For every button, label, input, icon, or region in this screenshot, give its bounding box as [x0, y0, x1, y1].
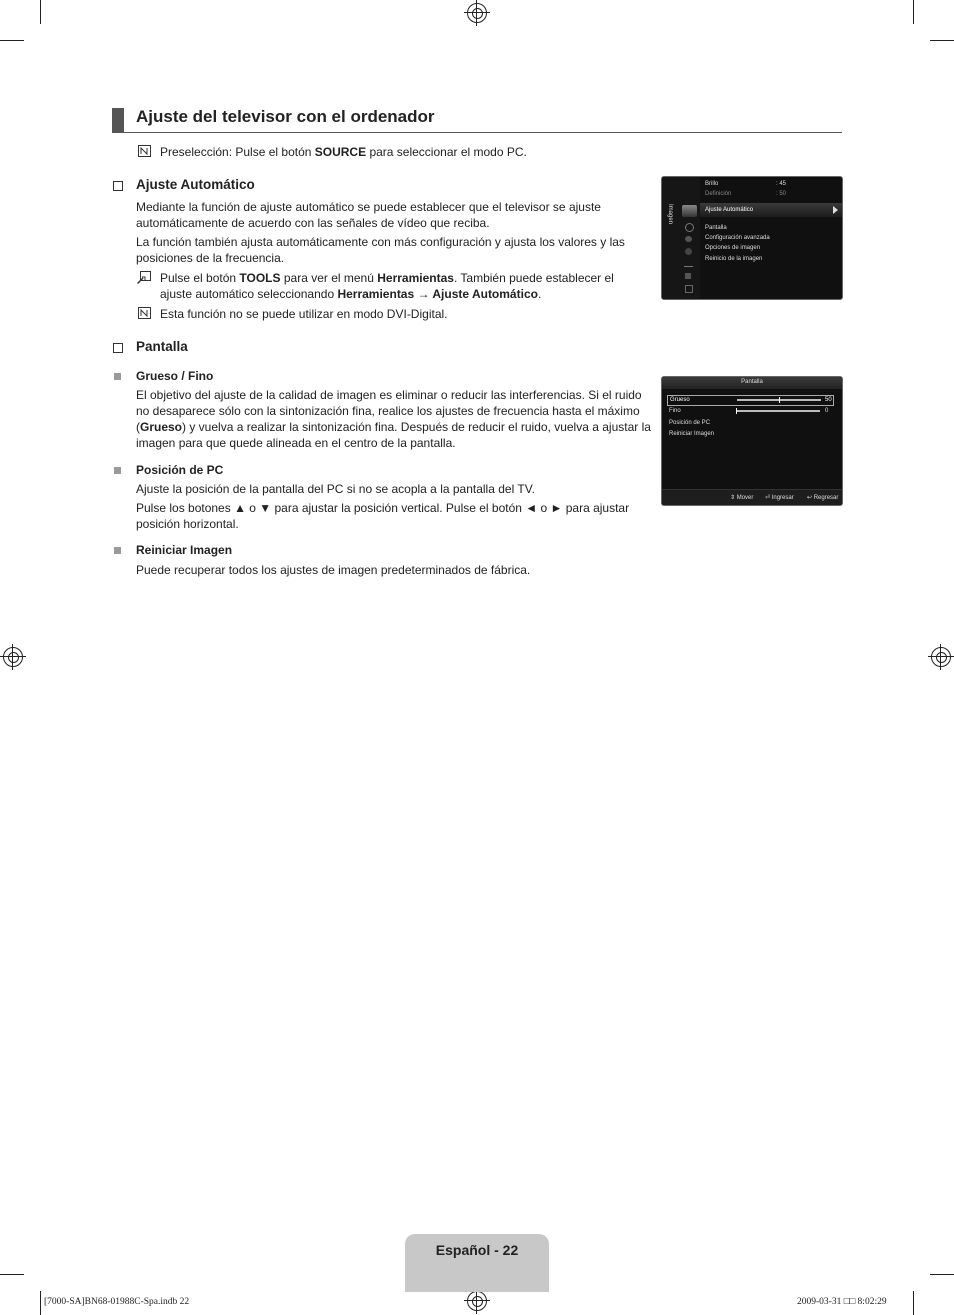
tv-brillo-label: Brillo — [705, 181, 719, 187]
section-checkbox-icon — [113, 181, 123, 191]
auto-paragraph-1: Mediante la función de ajuste automático se puede establecer que el televisor se ajuste automáticamente de acuerdo con las señales de vídeo que reciba. — [136, 200, 601, 230]
crop-mark — [913, 1291, 914, 1315]
tv-grueso-row[interactable] — [667, 395, 834, 406]
posicion-paragraph-2: Pulse los botones ▲ o ▼ para ajustar la posición vertical. Pulse el botón ◄ o ► para ajustar posición horizontal. — [136, 501, 630, 531]
intro-note: Preselección: Pulse el botón SOURCE para seleccionar el modo PC. — [160, 145, 527, 159]
posicion-paragraph-1: Ajuste la posición de la pantalla del PC si no se acopla a la pantalla del TV. — [136, 482, 535, 496]
section-heading-auto: Ajuste Automático — [136, 177, 255, 192]
section-checkbox-icon — [113, 343, 123, 353]
tv-nav-enter: ⏎ Ingresar — [765, 495, 794, 501]
note-icon — [138, 145, 151, 157]
note-icon — [138, 307, 151, 319]
page-title: Ajuste del televisor con el ordenador — [136, 107, 435, 126]
grueso-heading: Grueso / Fino — [136, 369, 214, 383]
crop-mark — [40, 0, 41, 24]
tv-fino-slider[interactable] — [736, 410, 820, 412]
reset-paragraph: Puede recuperar todos los ajustes de imagen predeterminados de fábrica. — [136, 563, 531, 577]
tools-icon — [137, 271, 151, 284]
registration-mark-icon — [467, 1291, 487, 1311]
tv-selected-label: Ajuste Automático — [705, 207, 754, 213]
tv-title: Pantalla — [741, 379, 763, 385]
tv-title-bar — [662, 377, 842, 389]
tv-nav-back: ↩ Regresar — [807, 495, 839, 501]
tv-menu-item[interactable]: Reiniciar Imagen — [669, 431, 715, 437]
crop-mark — [40, 1291, 41, 1315]
tv-nav-move: ⇕ Mover — [730, 495, 754, 501]
posicion-heading: Posición de PC — [136, 463, 224, 477]
auto-dvi-note: Esta función no se puede utilizar en modo DVI-Digital. — [160, 307, 448, 321]
channel-icon — [685, 236, 692, 242]
crop-mark — [930, 40, 954, 41]
crop-mark — [0, 40, 24, 41]
crop-mark — [913, 0, 914, 24]
tv-grueso-label: Grueso — [670, 397, 690, 403]
auto-tools-note: Pulse el botón TOOLS para ver el menú Herramientas. También puede establecer el ajuste automático seleccionando Herramientas → Ajuste Automático. — [160, 271, 614, 301]
print-date-info: 2009-03-31 □□ 8:02:29 — [797, 1297, 887, 1307]
title-accent-bar — [112, 108, 124, 132]
tv-menu-item[interactable]: Pantalla — [705, 225, 727, 231]
tv-grueso-value: 50 — [825, 397, 832, 403]
tv-menu-item[interactable]: Reinicio de la imagen — [705, 256, 763, 262]
title-rule — [112, 132, 842, 133]
registration-mark-icon — [3, 647, 23, 667]
tv-fino-slider-handle[interactable] — [736, 408, 737, 414]
tv-menu-item[interactable]: Configuración avanzada — [705, 235, 770, 241]
tv-sidebar — [662, 177, 700, 299]
print-file-info: [7000-SA]BN68-01988C-Spa.indb 22 — [44, 1297, 190, 1307]
application-icon — [685, 273, 691, 279]
section-heading-pantalla: Pantalla — [136, 339, 188, 354]
page-number: Español - 22 — [435, 1242, 519, 1258]
tv-grueso-slider-handle[interactable] — [779, 397, 780, 403]
registration-mark-icon — [931, 647, 951, 667]
sound-icon — [685, 223, 694, 232]
tv-selected-row[interactable] — [700, 203, 842, 217]
crop-mark — [0, 1274, 24, 1275]
support-icon — [685, 285, 693, 293]
picture-icon — [682, 205, 697, 217]
auto-paragraph-2: La función también ajusta automáticamente con más configuración y ajusta los valores y las posiciones de la frecuencia. — [136, 235, 625, 265]
tv-brillo-value: : 45 — [776, 181, 787, 187]
reset-heading: Reiniciar Imagen — [136, 543, 233, 557]
registration-mark-icon — [467, 3, 487, 23]
tv-nav-bar — [662, 489, 842, 506]
grueso-paragraph: El objetivo del ajuste de la calidad de imagen es eliminar o reducir las interferencias. Si el ruido no desaparece sólo con la sintonización fina, realice los ajustes de frecuencia hasta el máximo (Grueso) y vuelva a realizar la sintonización fina. Después de reducir el ruido, vuelva a ajustar la imagen para que quede alineada en el centro de la pantalla. — [136, 388, 651, 450]
tv-menu-item[interactable]: Posición de PC — [669, 420, 711, 426]
tv-definicion-value: : 50 — [776, 191, 787, 197]
crop-mark — [930, 1274, 954, 1275]
bullet-icon — [114, 467, 121, 474]
tv-sidebar-label: Imagen — [667, 204, 673, 225]
tv-definicion-label: Definición — [705, 191, 732, 197]
tv-fino-label: Fino — [669, 408, 681, 414]
tv-menu-item[interactable]: Opciones de imagen — [705, 245, 761, 251]
tv-fino-value: 0 — [825, 408, 829, 414]
tv-menu-screenshot — [661, 176, 843, 300]
setup-icon — [685, 248, 692, 255]
input-icon — [684, 261, 693, 267]
bullet-icon — [114, 547, 121, 554]
tv-pantalla-screenshot — [661, 376, 843, 506]
arrow-right-icon — [833, 206, 838, 214]
bullet-icon — [114, 373, 121, 380]
